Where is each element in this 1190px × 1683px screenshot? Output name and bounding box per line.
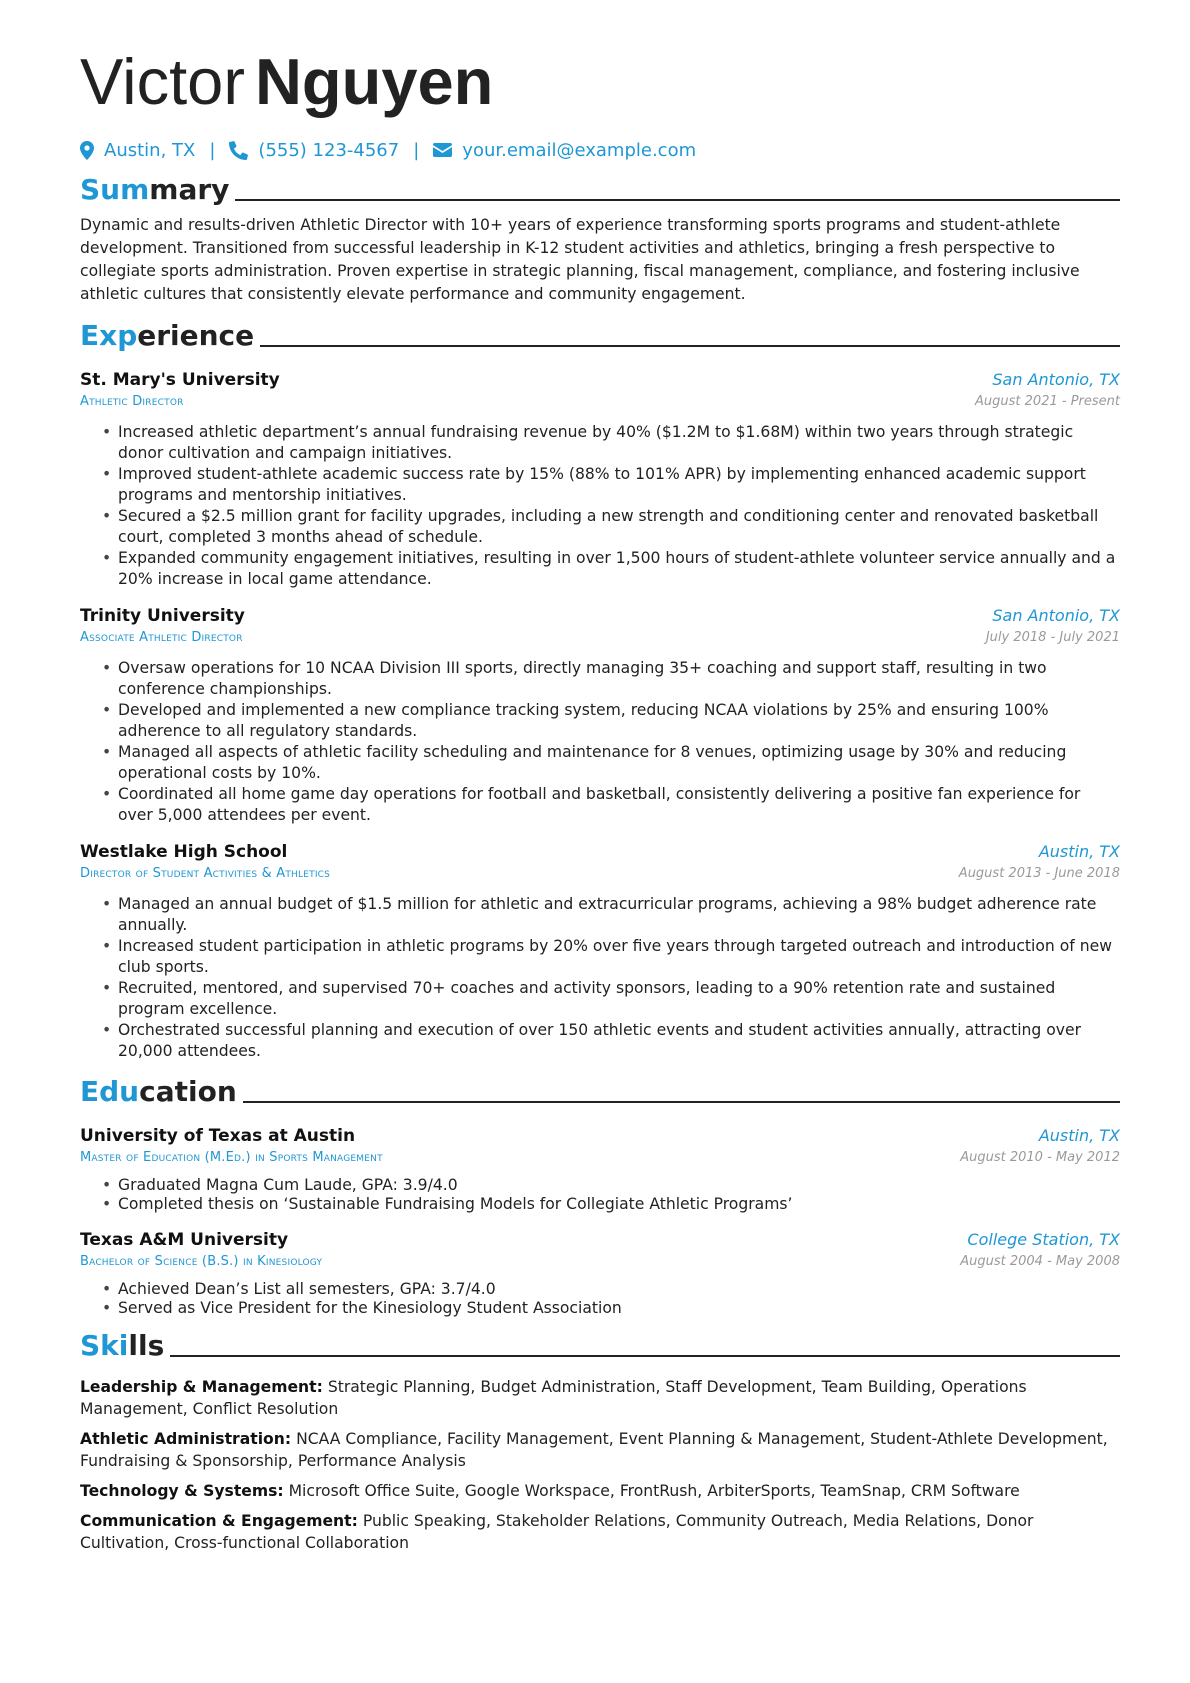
contact-phone[interactable] bbox=[229, 140, 399, 161]
entry-dates: August 2004 - May 2008 bbox=[960, 1254, 1120, 1269]
contact-email[interactable] bbox=[433, 140, 696, 161]
section-title: Skills bbox=[80, 1329, 165, 1362]
skill-row bbox=[80, 1510, 1120, 1554]
entry-header-row bbox=[80, 368, 1120, 392]
bullet-item: • Graduated Magna Cum Laude, GPA: 3.9/4.0 bbox=[118, 1176, 1120, 1195]
skill-category: Technology & Systems: bbox=[80, 1482, 284, 1500]
phone-text[interactable]: (555) 123-4567 bbox=[258, 139, 400, 161]
skills-list bbox=[80, 1376, 1120, 1554]
contact-separator: | bbox=[413, 139, 420, 161]
candidate-name bbox=[80, 38, 1120, 126]
entry-role: Director of Student Activities & Athletics bbox=[80, 866, 331, 881]
bullet-item: • Managed all aspects of athletic facility scheduling and maintenance for 8 venues, optimizing usage by 30% and reducing operational costs by 10%. bbox=[118, 742, 1120, 784]
entry-subheader-row bbox=[80, 392, 1120, 412]
organization-name: Trinity University bbox=[80, 606, 245, 626]
skill-list-text: NCAA Compliance, Facility Management, Event Planning & Management, Student-Athlete Development, Fundraising & Sponsorship, Performance Analysis bbox=[80, 1430, 1108, 1470]
education-list bbox=[80, 1124, 1120, 1318]
skill-row bbox=[80, 1376, 1120, 1420]
entry-role: Bachelor of Science (B.S.) in Kinesiology bbox=[80, 1254, 323, 1269]
section-header-education bbox=[80, 1070, 1120, 1110]
skill-category: Athletic Administration: bbox=[80, 1430, 292, 1448]
phone-icon bbox=[229, 141, 258, 160]
bullet-item: • Increased student participation in athletic programs by 20% over five years through targeted outreach and introduction of new club sports. bbox=[118, 936, 1120, 978]
contact-location bbox=[80, 140, 195, 161]
skill-list-text: Strategic Planning, Budget Administration, Staff Development, Team Building, Operations Management, Conflict Resolution bbox=[80, 1378, 1027, 1418]
section-rule bbox=[243, 1101, 1120, 1103]
organization-name: University of Texas at Austin bbox=[80, 1126, 356, 1146]
bullet-item: • Improved student-athlete academic success rate by 15% (88% to 101% APR) by implementing enhanced academic support programs and mentorship initiatives. bbox=[118, 464, 1120, 506]
bullet-item: • Oversaw operations for 10 NCAA Division III sports, directly managing 35+ coaching and support staff, resulting in two conference championships. bbox=[118, 658, 1120, 700]
entry-dates: August 2010 - May 2012 bbox=[960, 1150, 1120, 1165]
bullet-list bbox=[80, 894, 1120, 1062]
entry-role: Master of Education (M.Ed.) in Sports Management bbox=[80, 1150, 383, 1165]
skill-row bbox=[80, 1480, 1120, 1502]
email-link[interactable]: your.email@example.com bbox=[462, 139, 697, 161]
entry-location: Austin, TX bbox=[1038, 1126, 1120, 1145]
entry-dates: July 2018 - July 2021 bbox=[985, 630, 1120, 645]
entry-header-row bbox=[80, 1228, 1120, 1252]
skill-list-text: Public Speaking, Stakeholder Relations, Community Outreach, Media Relations, Donor Cultivation, Cross-functional Collaboration bbox=[80, 1512, 1034, 1552]
entry-location: San Antonio, TX bbox=[992, 370, 1120, 389]
skill-category: Communication & Engagement: bbox=[80, 1512, 358, 1530]
map-pin-icon bbox=[80, 141, 104, 160]
experience-list bbox=[80, 368, 1120, 1062]
section-header-skills bbox=[80, 1324, 1120, 1364]
entry-subheader-row bbox=[80, 1252, 1120, 1272]
section-header-experience bbox=[80, 314, 1120, 354]
entry-dates: August 2013 - June 2018 bbox=[958, 866, 1120, 881]
entry-role: Associate Athletic Director bbox=[80, 630, 243, 645]
location-text: Austin, TX bbox=[104, 139, 196, 161]
bullet-item: • Served as Vice President for the Kinesiology Student Association bbox=[118, 1299, 1120, 1318]
skill-list-text: Microsoft Office Suite, Google Workspace, FrontRush, ArbiterSports, TeamSnap, CRM Software bbox=[288, 1482, 1020, 1500]
last-name: Nguyen bbox=[254, 45, 494, 118]
entry-header-row bbox=[80, 1124, 1120, 1148]
bullet-item: • Achieved Dean’s List all semesters, GPA: 3.7/4.0 bbox=[118, 1280, 1120, 1299]
bullet-item: • Developed and implemented a new compliance tracking system, reducing NCAA violations by 25% and ensuring 100% adherence to all regulatory standards. bbox=[118, 700, 1120, 742]
bullet-item: • Secured a $2.5 million grant for facility upgrades, including a new strength and conditioning center and renovated basketball court, completed 3 months ahead of schedule. bbox=[118, 506, 1120, 548]
section-rule bbox=[170, 1355, 1120, 1357]
contact-line bbox=[80, 136, 1120, 164]
skill-row bbox=[80, 1428, 1120, 1472]
section-title: Experience bbox=[80, 319, 255, 352]
bullet-item: • Increased athletic department’s annual fundraising revenue by 40% ($1.2M to $1.68M) within two years through strategic donor cultivation and campaign initiatives. bbox=[118, 422, 1120, 464]
entry-subheader-row bbox=[80, 628, 1120, 648]
entry-header-row bbox=[80, 604, 1120, 628]
section-title: Summary bbox=[80, 173, 230, 206]
experience-entry bbox=[80, 368, 1120, 590]
summary-text: Dynamic and results-driven Athletic Director with 10+ years of experience transforming sports programs and student-athlete development. Transitioned from successful leadership in K-12 student activities and athletics, bringing a fresh perspective to collegiate sports administration. Proven expertise in strategic planning, fiscal management, compliance, and fostering inclusive athletic cultures that consistently elevate performance and community engagement. bbox=[80, 216, 1080, 303]
entry-dates: August 2021 - Present bbox=[975, 394, 1120, 409]
bullet-list bbox=[80, 1176, 1120, 1214]
first-name: Victor bbox=[80, 45, 245, 118]
experience-entry bbox=[80, 604, 1120, 826]
organization-name: Westlake High School bbox=[80, 842, 288, 862]
education-entry bbox=[80, 1228, 1120, 1318]
bullet-item: • Recruited, mentored, and supervised 70+ coaches and activity sponsors, leading to a 90% retention rate and sustained program excellence. bbox=[118, 978, 1120, 1020]
entry-location: Austin, TX bbox=[1038, 842, 1120, 861]
organization-name: St. Mary's University bbox=[80, 370, 280, 390]
bullet-item: • Managed an annual budget of $1.5 million for athletic and extracurricular programs, achieving a 98% budget adherence rate annually. bbox=[118, 894, 1120, 936]
section-rule bbox=[235, 199, 1120, 201]
contact-separator: | bbox=[209, 139, 216, 161]
bullet-item: • Coordinated all home game day operations for football and basketball, consistently delivering a positive fan experience for over 5,000 attendees per event. bbox=[118, 784, 1120, 826]
bullet-item: • Expanded community engagement initiatives, resulting in over 1,500 hours of student-athlete volunteer service annually and a 20% increase in local game attendance. bbox=[118, 548, 1120, 590]
skill-category: Leadership & Management: bbox=[80, 1378, 323, 1396]
section-rule bbox=[260, 345, 1120, 347]
experience-entry bbox=[80, 840, 1120, 1062]
bullet-item: • Completed thesis on ‘Sustainable Fundraising Models for Collegiate Athletic Programs’ bbox=[118, 1195, 1120, 1214]
entry-header-row bbox=[80, 840, 1120, 864]
bullet-list bbox=[80, 658, 1120, 826]
entry-location: San Antonio, TX bbox=[992, 606, 1120, 625]
entry-location: College Station, TX bbox=[967, 1230, 1120, 1249]
entry-subheader-row bbox=[80, 864, 1120, 884]
section-title: Education bbox=[80, 1075, 237, 1108]
entry-role: Athletic Director bbox=[80, 394, 184, 409]
envelope-icon bbox=[433, 143, 462, 157]
education-entry bbox=[80, 1124, 1120, 1214]
organization-name: Texas A&M University bbox=[80, 1230, 289, 1250]
resume-page bbox=[80, 38, 1120, 1554]
bullet-item: • Orchestrated successful planning and execution of over 150 athletic events and student activities annually, attracting over 20,000 attendees. bbox=[118, 1020, 1120, 1062]
bullet-list bbox=[80, 422, 1120, 590]
entry-subheader-row bbox=[80, 1148, 1120, 1168]
section-header-summary bbox=[80, 168, 1120, 208]
bullet-list bbox=[80, 1280, 1120, 1318]
